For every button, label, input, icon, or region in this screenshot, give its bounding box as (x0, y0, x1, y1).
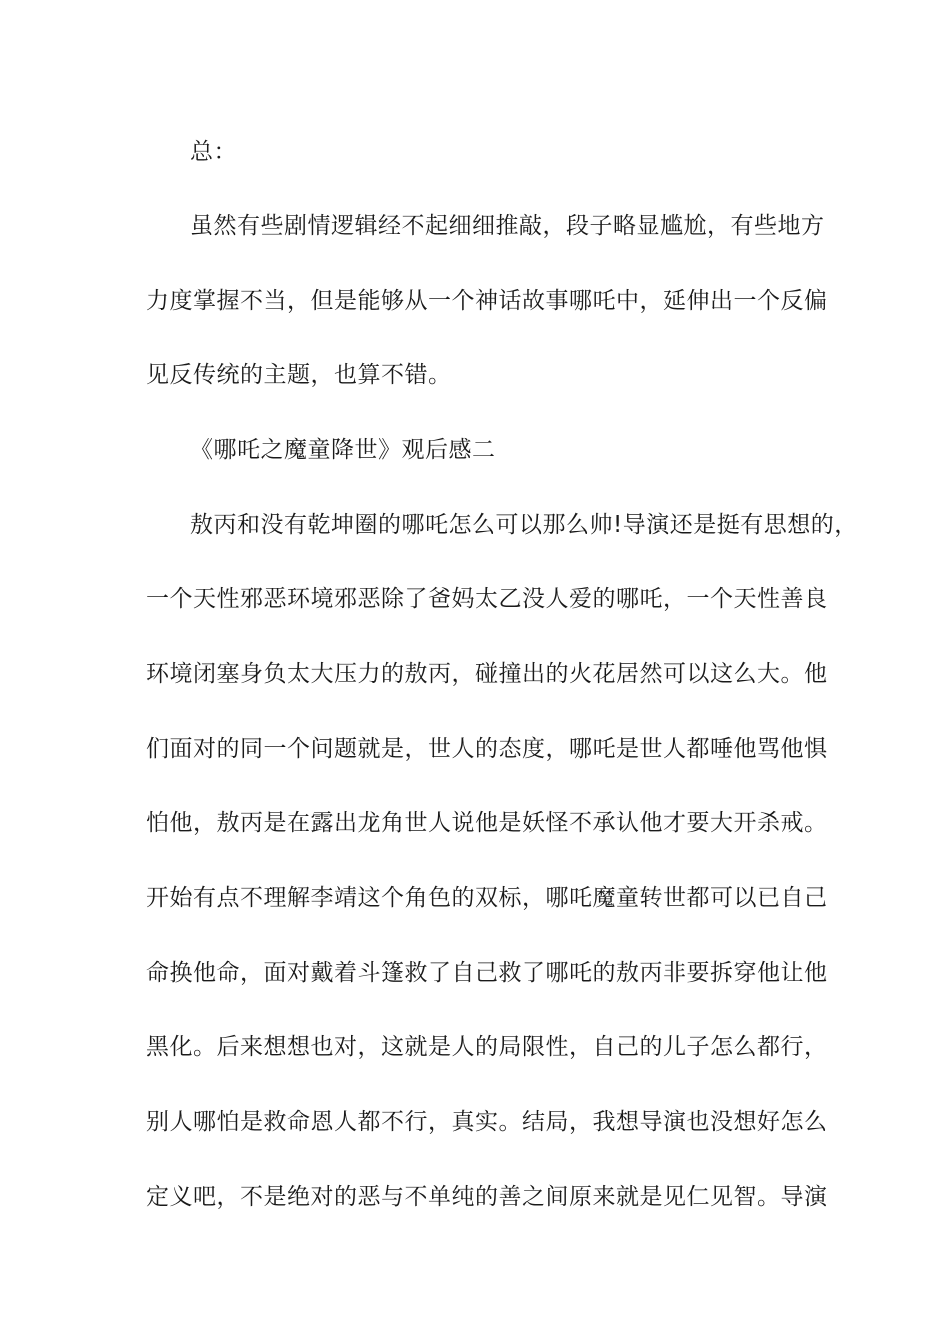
paragraph-line: 环境闭塞身负太大压力的敖丙，碰撞出的火花居然可以这么大。他 (146, 661, 828, 687)
paragraph-line: 敖丙和没有乾坤圈的哪吒怎么可以那么帅!导演还是挺有思想的， (190, 512, 858, 538)
paragraph-line: 们面对的同一个问题就是，世人的态度，哪吒是世人都唾他骂他惧 (146, 736, 828, 762)
paragraph-line: 力度掌握不当，但是能够从一个神话故事哪吒中，延伸出一个反偏 (146, 288, 828, 314)
paragraph-line: 黑化。后来想想也对，这就是人的局限性，自己的儿子怎么都行， (146, 1034, 828, 1060)
paragraph-line: 虽然有些剧情逻辑经不起细细推敲，段子略显尴尬，有些地方 (190, 213, 825, 239)
summary-heading: 总： (190, 139, 237, 165)
paragraph-line: 见反传统的主题，也算不错。 (146, 362, 452, 388)
paragraph-line: 开始有点不理解李靖这个角色的双标，哪吒魔童转世都可以已自己 (146, 885, 828, 911)
paragraph-line: 怕他，敖丙是在露出龙角世人说他是妖怪不承认他才要大开杀戒。 (146, 810, 828, 836)
section-title: 《哪吒之魔童降世》观后感二 (190, 437, 496, 463)
paragraph-line: 一个天性邪恶环境邪恶除了爸妈太乙没人爱的哪吒，一个天性善良 (146, 586, 828, 612)
paragraph-line: 定义吧，不是绝对的恶与不单纯的善之间原来就是见仁见智。导演 (146, 1184, 828, 1210)
paragraph-line: 别人哪怕是救命恩人都不行，真实。结局，我想导演也没想好怎么 (146, 1109, 828, 1135)
paragraph-line: 命换他命，面对戴着斗篷救了自己救了哪吒的敖丙非要拆穿他让他 (146, 960, 828, 986)
